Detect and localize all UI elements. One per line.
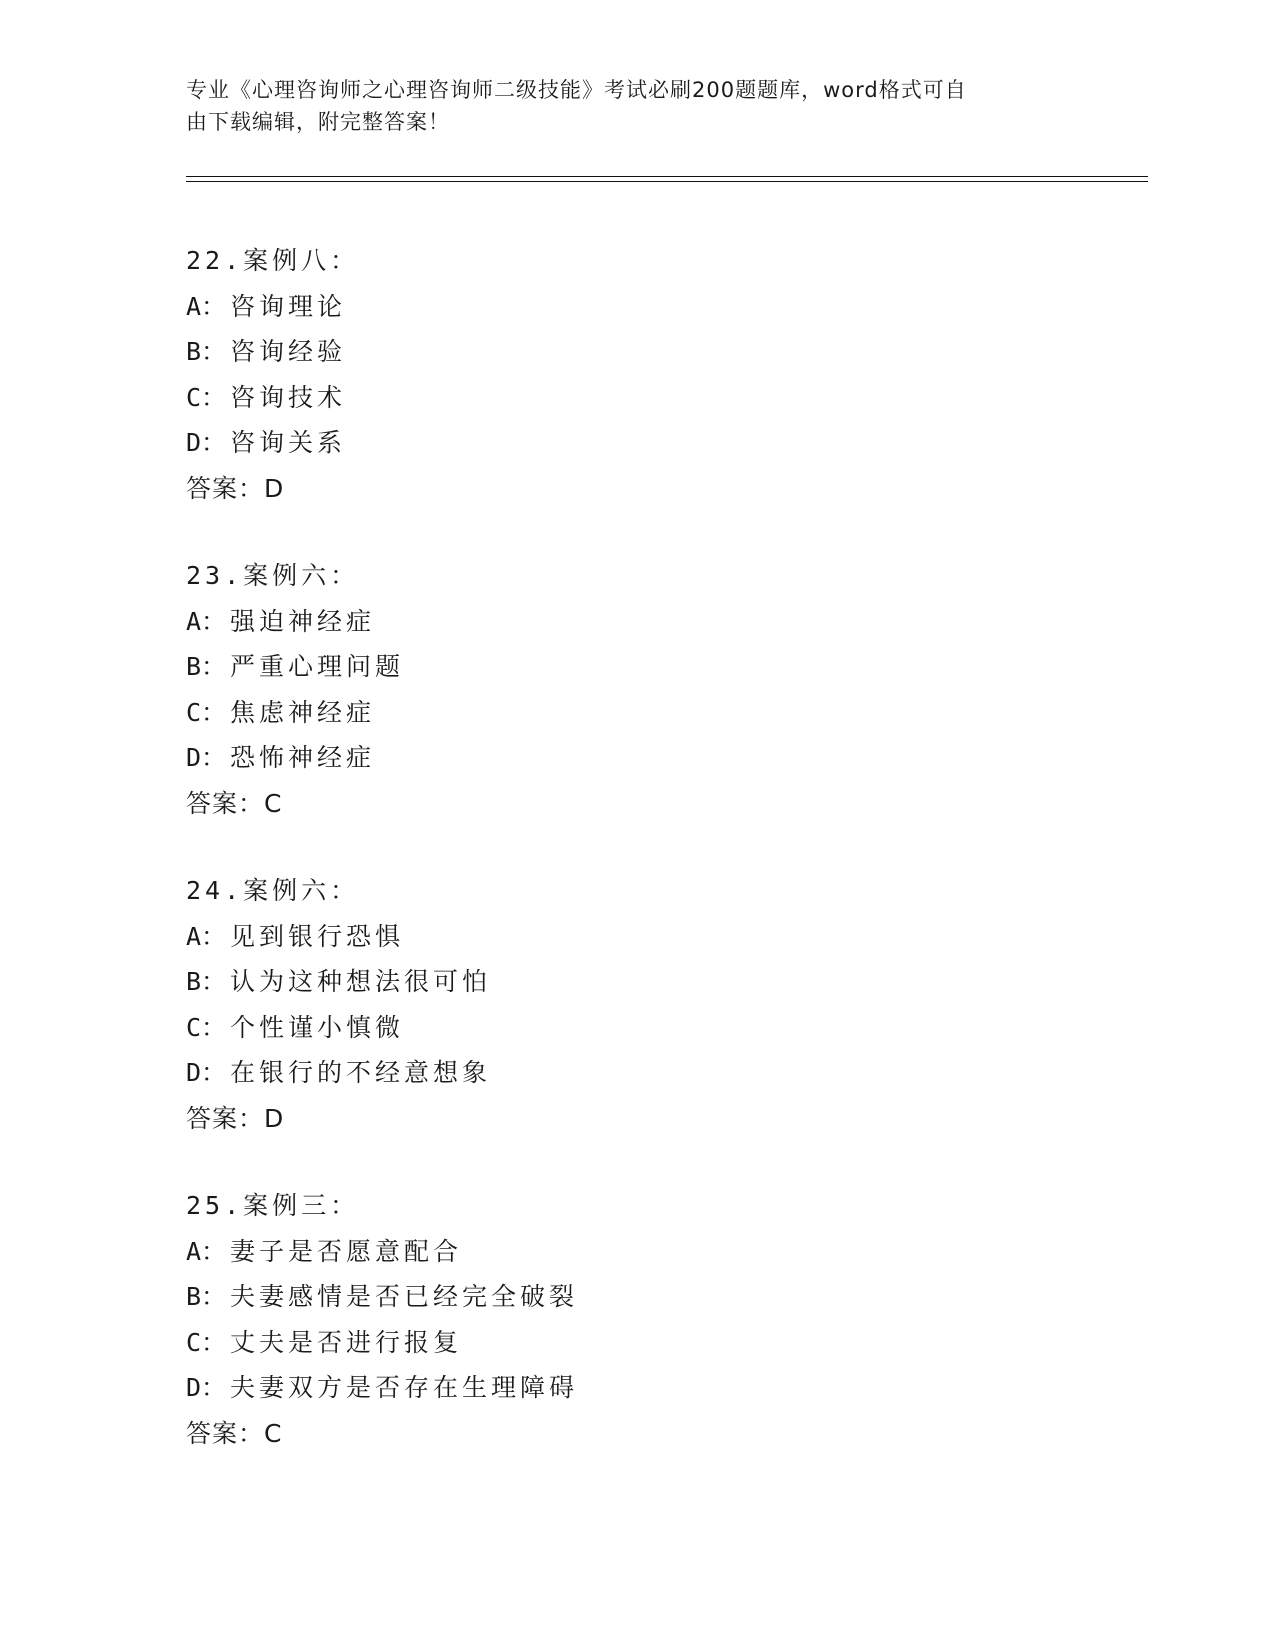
option-letter: B： xyxy=(186,652,227,681)
option-text: 夫妻感情是否已经完全破裂 xyxy=(230,1282,579,1311)
option-d xyxy=(186,1365,1086,1411)
question-list xyxy=(186,238,1086,1456)
option-a xyxy=(186,284,1086,330)
option-c xyxy=(186,375,1086,421)
document-header xyxy=(186,74,1086,138)
option-d xyxy=(186,420,1086,466)
header-line-1: 专业《心理咨询师之心理咨询师二级技能》考试必刷200题题库，word格式可自 xyxy=(186,78,967,102)
option-letter: C： xyxy=(186,1012,227,1042)
option-letter: C： xyxy=(186,1327,227,1357)
answer-line: 答案：D xyxy=(186,1103,285,1133)
option-letter: A： xyxy=(186,291,227,321)
option-letter: C： xyxy=(186,382,227,412)
option-letter: D： xyxy=(186,1373,227,1402)
option-text: 恐怖神经症 xyxy=(230,743,376,772)
option-letter: D： xyxy=(186,1058,227,1087)
option-text: 强迫神经症 xyxy=(230,606,376,636)
option-text: 咨询技术 xyxy=(230,382,347,412)
question-stem: 25.案例三： xyxy=(186,1191,360,1220)
option-c xyxy=(186,1320,1086,1366)
header-line-2: 由下载编辑，附完整答案！ xyxy=(186,110,450,134)
option-letter: A： xyxy=(186,921,227,951)
question-22 xyxy=(186,238,1086,511)
question-24 xyxy=(186,868,1086,1141)
question-stem: 24.案例六： xyxy=(186,876,360,905)
option-a xyxy=(186,599,1086,645)
option-text: 严重心理问题 xyxy=(230,652,405,681)
question-stem: 22.案例八： xyxy=(186,246,360,275)
option-c xyxy=(186,1005,1086,1051)
option-text: 认为这种想法很可怕 xyxy=(230,967,492,996)
option-text: 丈夫是否进行报复 xyxy=(230,1327,463,1357)
option-text: 妻子是否愿意配合 xyxy=(230,1236,463,1266)
question-23 xyxy=(186,553,1086,826)
answer-line: 答案：D xyxy=(186,473,285,503)
question-stem: 23.案例六： xyxy=(186,561,360,590)
option-letter: A： xyxy=(186,1236,227,1266)
option-b xyxy=(186,329,1086,375)
option-c xyxy=(186,690,1086,736)
question-25 xyxy=(186,1183,1086,1456)
option-text: 咨询关系 xyxy=(230,428,347,457)
answer-line: 答案：C xyxy=(186,788,283,818)
header-divider-top xyxy=(186,176,1148,177)
option-letter: B： xyxy=(186,967,227,996)
option-text: 个性谨小慎微 xyxy=(230,1012,405,1042)
option-a xyxy=(186,1229,1086,1275)
option-text: 夫妻双方是否存在生理障碍 xyxy=(230,1373,579,1402)
option-letter: B： xyxy=(186,337,227,366)
header-divider-bottom xyxy=(186,181,1148,182)
option-text: 见到银行恐惧 xyxy=(230,921,405,951)
option-text: 咨询理论 xyxy=(230,291,347,321)
option-b xyxy=(186,1274,1086,1320)
option-letter: D： xyxy=(186,428,227,457)
option-letter: A： xyxy=(186,606,227,636)
option-letter: B： xyxy=(186,1282,227,1311)
option-letter: D： xyxy=(186,743,227,772)
option-d xyxy=(186,735,1086,781)
option-b xyxy=(186,959,1086,1005)
option-text: 在银行的不经意想象 xyxy=(230,1058,492,1087)
answer-line: 答案：C xyxy=(186,1418,283,1448)
option-letter: C： xyxy=(186,697,227,727)
option-text: 咨询经验 xyxy=(230,337,347,366)
option-d xyxy=(186,1050,1086,1096)
option-a xyxy=(186,914,1086,960)
option-text: 焦虑神经症 xyxy=(230,697,376,727)
option-b xyxy=(186,644,1086,690)
